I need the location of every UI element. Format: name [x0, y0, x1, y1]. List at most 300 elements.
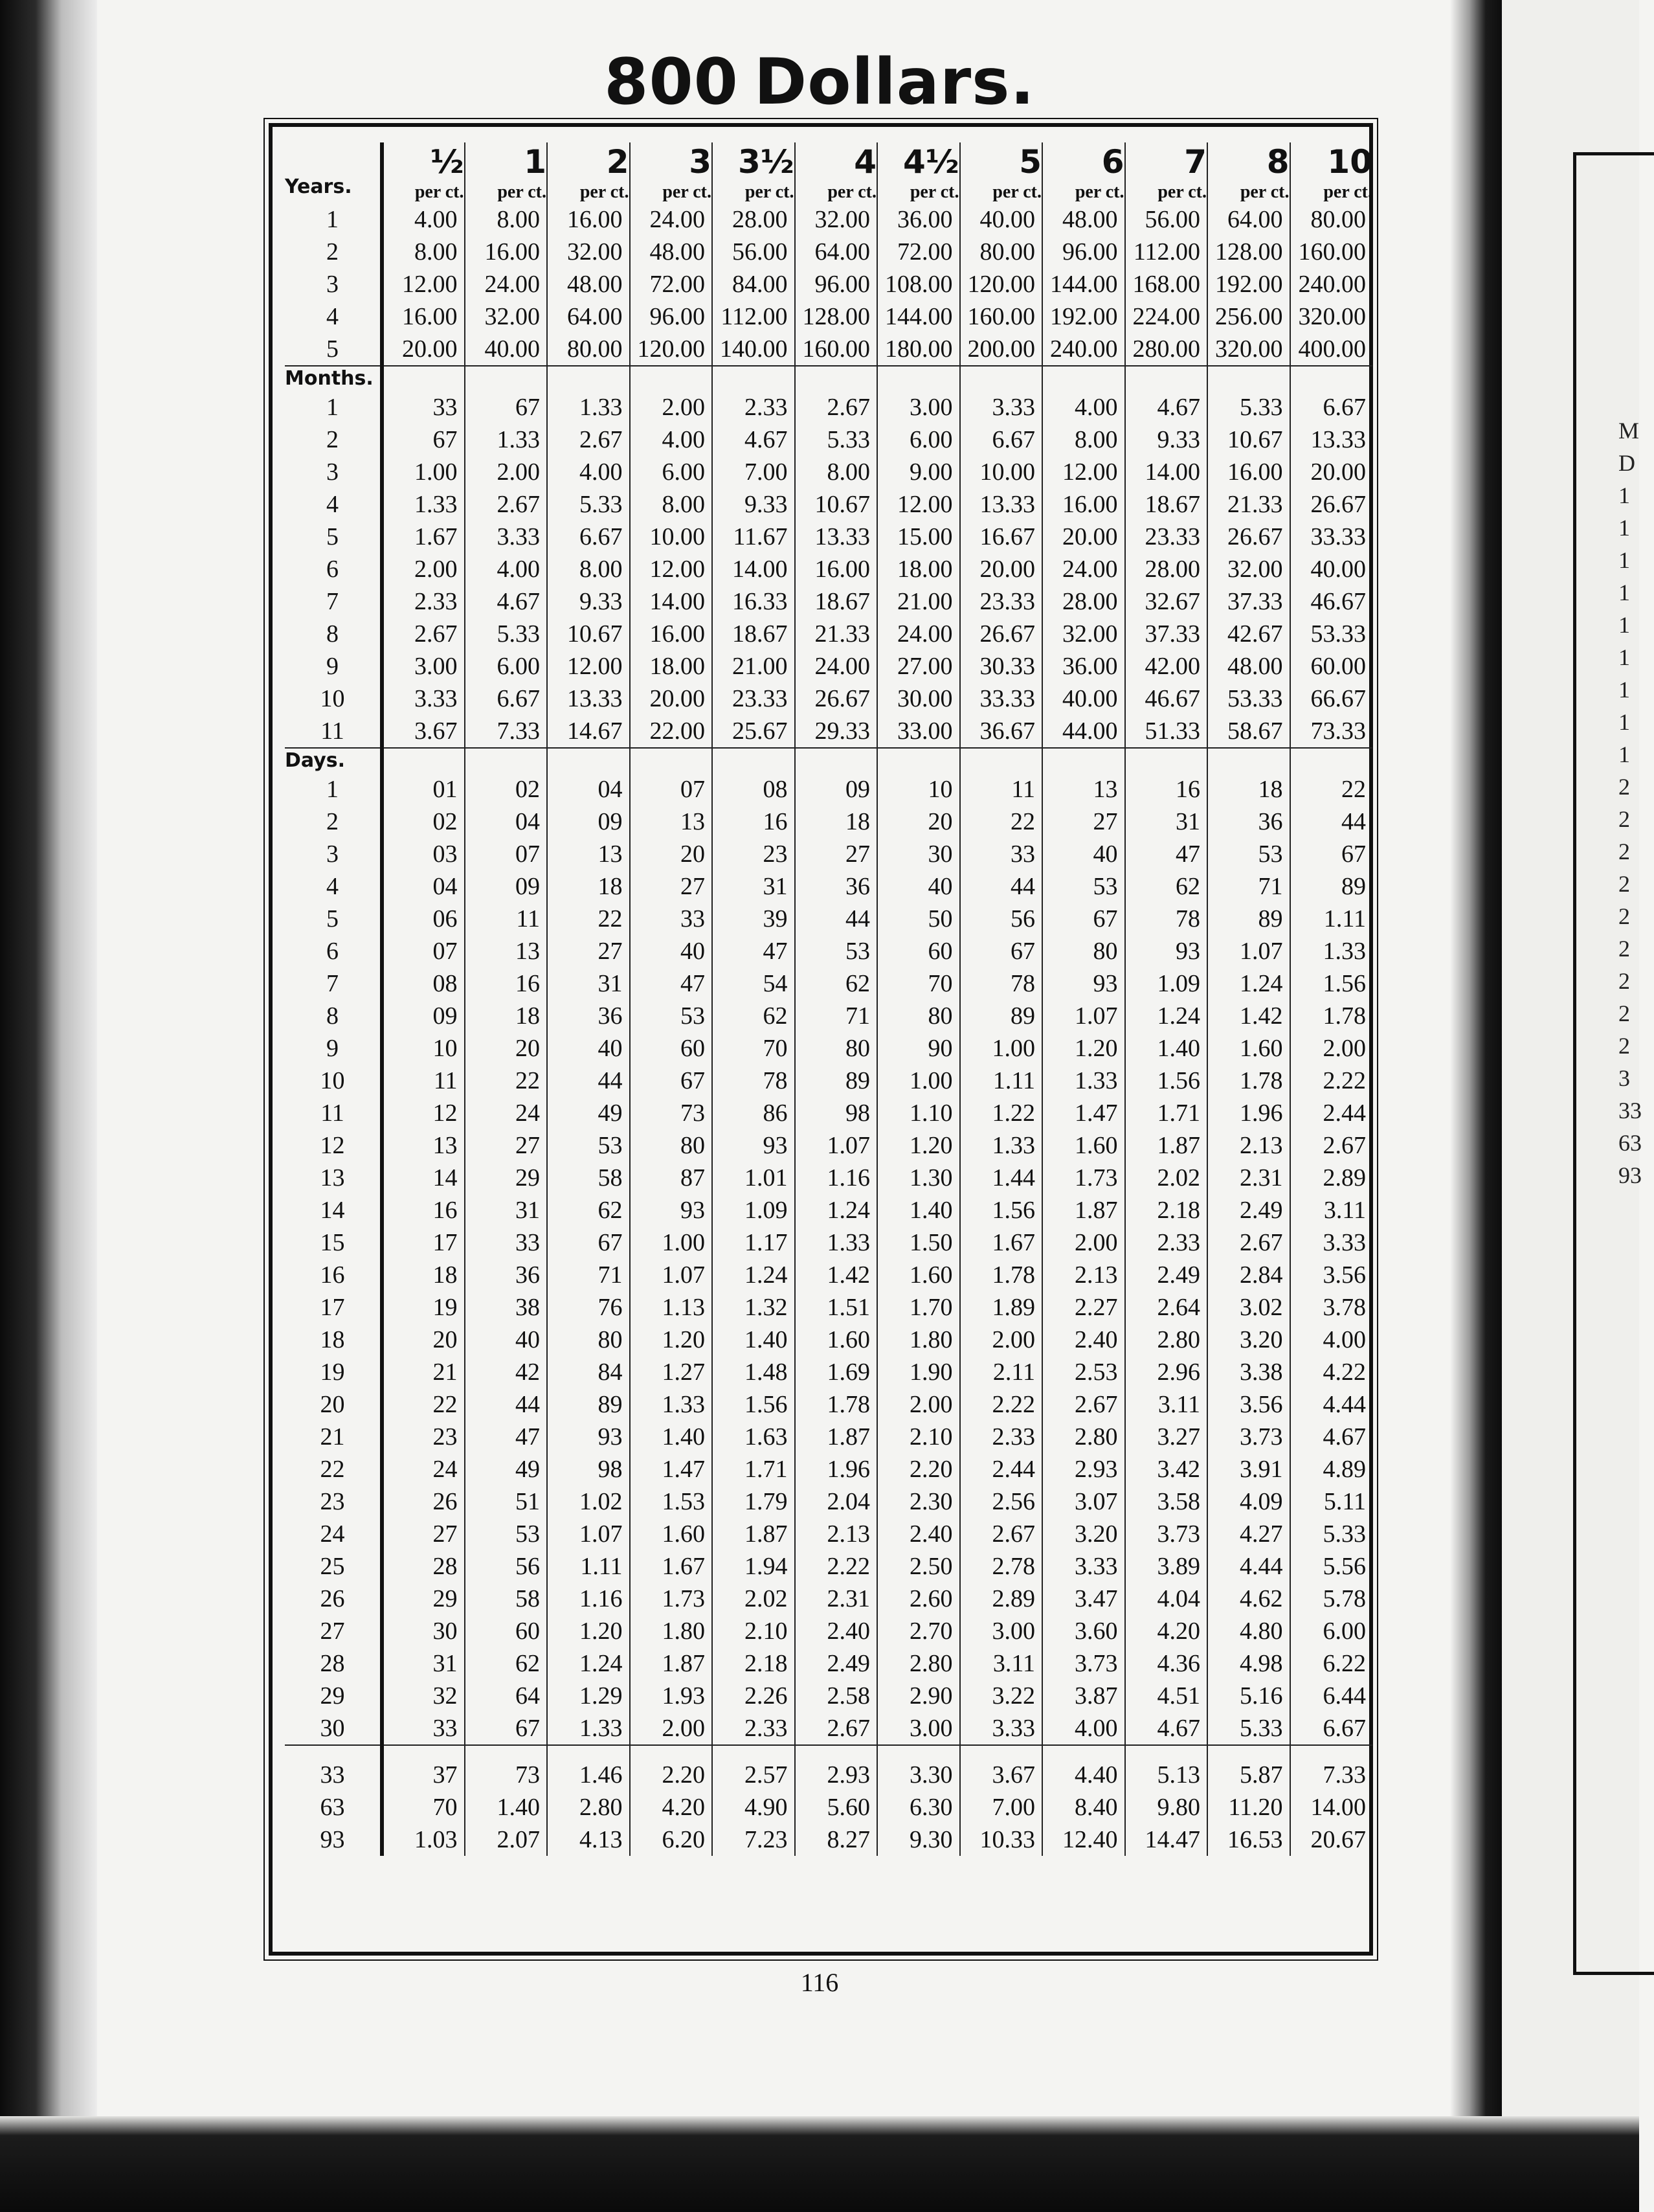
value-cell: 10.33 [960, 1823, 1043, 1856]
value-cell: 5.33 [465, 618, 548, 650]
value-cell: 1.33 [382, 488, 465, 521]
section-title: Months. [285, 366, 382, 391]
value-cell: 1.44 [960, 1162, 1043, 1194]
value-cell: 3.33 [960, 391, 1043, 423]
table-row [285, 1518, 1372, 1550]
value-cell: 58 [547, 1162, 630, 1194]
value-cell: 1.80 [877, 1324, 960, 1356]
value-cell: 23 [712, 838, 795, 870]
value-cell: 2.22 [1290, 1065, 1373, 1097]
value-cell: 16.00 [547, 203, 630, 236]
value-cell: 2.89 [1290, 1162, 1373, 1194]
table-row [285, 203, 1372, 236]
value-cell: 1.00 [630, 1226, 713, 1259]
value-cell: 1.63 [712, 1421, 795, 1453]
value-cell: 2.90 [877, 1680, 960, 1712]
value-cell: 2.80 [877, 1647, 960, 1680]
value-cell: 72.00 [630, 268, 713, 300]
value-cell: 30 [382, 1615, 465, 1647]
value-cell: 1.42 [1207, 1000, 1290, 1032]
value-cell: 1.33 [630, 1388, 713, 1421]
table-row [285, 236, 1372, 268]
value-cell: 14 [382, 1162, 465, 1194]
value-cell: 1.33 [1290, 935, 1373, 967]
value-cell: 44.00 [1042, 715, 1125, 748]
value-cell: 1.67 [382, 521, 465, 553]
value-cell: 39 [712, 903, 795, 935]
value-cell: 5.13 [1125, 1759, 1208, 1791]
value-cell: 67 [547, 1226, 630, 1259]
value-cell: 2.67 [1042, 1388, 1125, 1421]
value-cell: 3.33 [382, 683, 465, 715]
row-label: 8 [326, 620, 339, 648]
value-cell: 16 [712, 806, 795, 838]
value-cell: 2.67 [1207, 1226, 1290, 1259]
value-cell: 3.73 [1125, 1518, 1208, 1550]
value-cell: 14.00 [1125, 456, 1208, 488]
value-cell: 2.22 [795, 1550, 878, 1583]
value-cell: 37.33 [1125, 618, 1208, 650]
row-label: 11 [320, 717, 344, 745]
empty-cell [630, 366, 713, 391]
value-cell: 9.00 [877, 456, 960, 488]
facing-page-fragment: 1 [1618, 547, 1630, 573]
rate-unit: per ct. [744, 182, 794, 202]
value-cell: 36 [547, 1000, 630, 1032]
spacer-row [285, 1745, 1372, 1759]
section-title-row [285, 748, 1372, 773]
empty-cell [1042, 748, 1125, 773]
value-cell: 1.17 [712, 1226, 795, 1259]
value-cell: 25.67 [712, 715, 795, 748]
rate-value: 3½ [737, 143, 794, 181]
value-cell: 96.00 [1042, 236, 1125, 268]
value-cell: 53 [1042, 870, 1125, 903]
value-cell: 1.60 [1042, 1129, 1125, 1162]
value-cell: 1.40 [465, 1791, 548, 1823]
value-cell: 53 [795, 935, 878, 967]
table-row [285, 585, 1372, 618]
value-cell: 5.33 [1207, 1712, 1290, 1745]
value-cell: 2.67 [465, 488, 548, 521]
rate-value: 3 [689, 143, 711, 181]
value-cell: 27 [465, 1129, 548, 1162]
value-cell: 4.67 [1125, 1712, 1208, 1745]
empty-cell [1042, 366, 1125, 391]
value-cell: 3.00 [877, 391, 960, 423]
value-cell: 40.00 [960, 203, 1043, 236]
value-cell: 11 [960, 773, 1043, 806]
value-cell: 33 [382, 1712, 465, 1745]
value-cell: 38 [465, 1291, 548, 1324]
rate-unit: per ct. [1075, 182, 1124, 202]
value-cell: 1.24 [547, 1647, 630, 1680]
rate-unit: per ct. [497, 182, 546, 202]
row-label: 6 [326, 938, 339, 965]
value-cell: 4.62 [1207, 1583, 1290, 1615]
value-cell: 31 [547, 967, 630, 1000]
table-row [285, 650, 1372, 683]
value-cell: 60 [630, 1032, 713, 1065]
value-cell: 44 [1290, 806, 1373, 838]
value-cell: 2.00 [877, 1388, 960, 1421]
rate-value: 4 [854, 143, 877, 181]
row-label: 19 [320, 1359, 345, 1386]
value-cell: 40 [1042, 838, 1125, 870]
value-cell: 1.56 [1125, 1065, 1208, 1097]
value-cell: 4.36 [1125, 1647, 1208, 1680]
value-cell: 5.56 [1290, 1550, 1373, 1583]
rate-unit: per ct. [992, 182, 1042, 202]
value-cell: 44 [465, 1388, 548, 1421]
table-row [285, 935, 1372, 967]
value-cell: 1.33 [960, 1129, 1043, 1162]
value-cell: 2.00 [1290, 1032, 1373, 1065]
value-cell: 04 [382, 870, 465, 903]
value-cell: 1.87 [1125, 1129, 1208, 1162]
table-row [285, 456, 1372, 488]
value-cell: 3.73 [1042, 1647, 1125, 1680]
value-cell: 53 [630, 1000, 713, 1032]
row-label: 27 [320, 1618, 345, 1645]
value-cell: 31 [382, 1647, 465, 1680]
value-cell: 13 [630, 806, 713, 838]
value-cell: 18 [382, 1259, 465, 1291]
value-cell: 3.11 [960, 1647, 1043, 1680]
value-cell: 40.00 [1042, 683, 1125, 715]
row-label: 20 [320, 1391, 345, 1418]
value-cell: 4.09 [1207, 1485, 1290, 1518]
table-row [285, 1194, 1372, 1226]
table-row [285, 838, 1372, 870]
value-cell: 66.67 [1290, 683, 1373, 715]
empty-cell [960, 748, 1043, 773]
value-cell: 10.67 [1207, 423, 1290, 456]
value-cell: 33.00 [877, 715, 960, 748]
value-cell: 1.07 [630, 1259, 713, 1291]
value-cell: 60.00 [1290, 650, 1373, 683]
empty-cell [712, 1745, 795, 1759]
value-cell: 6.30 [877, 1791, 960, 1823]
value-cell: 2.00 [382, 553, 465, 585]
value-cell: 33 [960, 838, 1043, 870]
value-cell: 1.07 [1042, 1000, 1125, 1032]
value-cell: 02 [465, 773, 548, 806]
value-cell: 16.00 [465, 236, 548, 268]
value-cell: 2.44 [1290, 1097, 1373, 1129]
value-cell: 21.33 [1207, 488, 1290, 521]
value-cell: 140.00 [712, 333, 795, 366]
empty-cell [285, 1745, 382, 1759]
facing-page-fragment: 2 [1618, 903, 1630, 929]
value-cell: 32.00 [795, 203, 878, 236]
value-cell: 1.24 [795, 1194, 878, 1226]
value-cell: 24.00 [1042, 553, 1125, 585]
value-cell: 62 [547, 1194, 630, 1226]
empty-cell [630, 748, 713, 773]
table-row [285, 423, 1372, 456]
row-label: 3 [326, 458, 339, 486]
value-cell: 4.44 [1207, 1550, 1290, 1583]
value-cell: 58.67 [1207, 715, 1290, 748]
facing-page-table-border [1573, 152, 1654, 1975]
value-cell: 2.58 [795, 1680, 878, 1712]
rate-value: 5 [1019, 143, 1042, 181]
value-cell: 120.00 [630, 333, 713, 366]
value-cell: 67 [1042, 903, 1125, 935]
facing-page-fragment: 3 [1618, 1065, 1630, 1091]
value-cell: 1.01 [712, 1162, 795, 1194]
value-cell: 20 [382, 1324, 465, 1356]
value-cell: 14.00 [630, 585, 713, 618]
row-label: 9 [326, 653, 339, 680]
value-cell: 6.67 [547, 521, 630, 553]
value-cell: 160.00 [960, 300, 1043, 333]
value-cell: 33.33 [960, 683, 1043, 715]
value-cell: 3.27 [1125, 1421, 1208, 1453]
rate-header [1125, 142, 1208, 203]
empty-cell [712, 366, 795, 391]
value-cell: 4.67 [465, 585, 548, 618]
row-label: 2 [326, 238, 339, 265]
rate-unit: per ct. [1323, 182, 1372, 202]
value-cell: 24 [465, 1097, 548, 1129]
value-cell: 144.00 [1042, 268, 1125, 300]
value-cell: 2.00 [630, 1712, 713, 1745]
value-cell: 112.00 [1125, 236, 1208, 268]
value-cell: 3.33 [1290, 1226, 1373, 1259]
value-cell: 2.13 [1042, 1259, 1125, 1291]
table-row [285, 1097, 1372, 1129]
row-label: 5 [326, 335, 339, 363]
value-cell: 6.00 [465, 650, 548, 683]
value-cell: 40 [465, 1324, 548, 1356]
facing-page-fragment: 2 [1618, 1033, 1630, 1059]
value-cell: 09 [547, 806, 630, 838]
value-cell: 26.67 [1207, 521, 1290, 553]
value-cell: 2.02 [712, 1583, 795, 1615]
value-cell: 40 [877, 870, 960, 903]
value-cell: 5.33 [1290, 1518, 1373, 1550]
value-cell: 6.67 [465, 683, 548, 715]
table-row [285, 967, 1372, 1000]
value-cell: 1.03 [382, 1823, 465, 1856]
value-cell: 2.00 [1042, 1226, 1125, 1259]
value-cell: 29 [465, 1162, 548, 1194]
value-cell: 93 [630, 1194, 713, 1226]
value-cell: 4.90 [712, 1791, 795, 1823]
value-cell: 27.00 [877, 650, 960, 683]
value-cell: 1.29 [547, 1680, 630, 1712]
value-cell: 93 [547, 1421, 630, 1453]
value-cell: 78 [1125, 903, 1208, 935]
value-cell: 2.33 [960, 1421, 1043, 1453]
value-cell: 1.20 [877, 1129, 960, 1162]
value-cell: 128.00 [795, 300, 878, 333]
rate-value: 1 [524, 143, 546, 181]
value-cell: 3.30 [877, 1759, 960, 1791]
value-cell: 12 [382, 1097, 465, 1129]
value-cell: 1.40 [877, 1194, 960, 1226]
value-cell: 80 [547, 1324, 630, 1356]
value-cell: 24.00 [465, 268, 548, 300]
value-cell: 19 [382, 1291, 465, 1324]
value-cell: 7.00 [712, 456, 795, 488]
value-cell: 16.67 [960, 521, 1043, 553]
value-cell: 192.00 [1042, 300, 1125, 333]
value-cell: 30.33 [960, 650, 1043, 683]
value-cell: 18 [465, 1000, 548, 1032]
value-cell: 12.00 [1042, 456, 1125, 488]
value-cell: 2.56 [960, 1485, 1043, 1518]
value-cell: 73.33 [1290, 715, 1373, 748]
value-cell: 6.22 [1290, 1647, 1373, 1680]
value-cell: 32.00 [1207, 553, 1290, 585]
value-cell: 23.33 [960, 585, 1043, 618]
value-cell: 108.00 [877, 268, 960, 300]
empty-cell [1125, 1745, 1208, 1759]
value-cell: 3.20 [1207, 1324, 1290, 1356]
value-cell: 13 [1042, 773, 1125, 806]
value-cell: 18.00 [877, 553, 960, 585]
table-row [285, 333, 1372, 366]
value-cell: 12.00 [630, 553, 713, 585]
value-cell: 144.00 [877, 300, 960, 333]
table-row [285, 1712, 1372, 1745]
value-cell: 4.13 [547, 1823, 630, 1856]
value-cell: 9.33 [547, 585, 630, 618]
table-row [285, 300, 1372, 333]
value-cell: 64.00 [795, 236, 878, 268]
value-cell: 53 [465, 1518, 548, 1550]
value-cell: 1.07 [547, 1518, 630, 1550]
page-gutter-shadow [1450, 0, 1502, 2212]
value-cell: 30.00 [877, 683, 960, 715]
value-cell: 2.30 [877, 1485, 960, 1518]
row-label: 21 [320, 1423, 345, 1450]
value-cell: 1.40 [712, 1324, 795, 1356]
value-cell: 2.02 [1125, 1162, 1208, 1194]
table-row [285, 488, 1372, 521]
value-cell: 4.27 [1207, 1518, 1290, 1550]
value-cell: 53 [1207, 838, 1290, 870]
value-cell: 16.33 [712, 585, 795, 618]
value-cell: 16 [382, 1194, 465, 1226]
value-cell: 04 [465, 806, 548, 838]
value-cell: 28 [382, 1550, 465, 1583]
value-cell: 1.47 [630, 1453, 713, 1485]
value-cell: 56 [465, 1550, 548, 1583]
empty-cell [712, 748, 795, 773]
value-cell: 98 [795, 1097, 878, 1129]
value-cell: 33 [630, 903, 713, 935]
value-cell: 2.20 [877, 1453, 960, 1485]
value-cell: 46.67 [1125, 683, 1208, 715]
value-cell: 5.87 [1207, 1759, 1290, 1791]
value-cell: 54 [712, 967, 795, 1000]
value-cell: 96.00 [795, 268, 878, 300]
value-cell: 1.33 [1042, 1065, 1125, 1097]
value-cell: 47 [1125, 838, 1208, 870]
value-cell: 3.67 [960, 1759, 1043, 1791]
value-cell: 2.53 [1042, 1356, 1125, 1388]
value-cell: 53.33 [1290, 618, 1373, 650]
table-row [285, 1129, 1372, 1162]
table-row [285, 1291, 1372, 1324]
value-cell: 4.00 [1042, 391, 1125, 423]
table-row [285, 1259, 1372, 1291]
value-cell: 21.00 [877, 585, 960, 618]
value-cell: 90 [877, 1032, 960, 1065]
value-cell: 1.56 [1290, 967, 1373, 1000]
value-cell: 2.50 [877, 1550, 960, 1583]
value-cell: 42 [465, 1356, 548, 1388]
empty-cell [795, 366, 878, 391]
value-cell: 70 [712, 1032, 795, 1065]
value-cell: 70 [382, 1791, 465, 1823]
value-cell: 3.22 [960, 1680, 1043, 1712]
value-cell: 4.00 [547, 456, 630, 488]
book-spine-shadow [0, 0, 97, 2212]
value-cell: 36.00 [877, 203, 960, 236]
value-cell: 1.24 [1207, 967, 1290, 1000]
value-cell: 3.33 [960, 1712, 1043, 1745]
value-cell: 2.96 [1125, 1356, 1208, 1388]
value-cell: 3.56 [1290, 1259, 1373, 1291]
value-cell: 20.67 [1290, 1823, 1373, 1856]
value-cell: 1.20 [630, 1324, 713, 1356]
value-cell: 89 [1207, 903, 1290, 935]
value-cell: 2.00 [630, 391, 713, 423]
value-cell: 8.40 [1042, 1791, 1125, 1823]
value-cell: 03 [382, 838, 465, 870]
value-cell: 80 [877, 1000, 960, 1032]
value-cell: 112.00 [712, 300, 795, 333]
value-cell: 16.00 [382, 300, 465, 333]
value-cell: 12.40 [1042, 1823, 1125, 1856]
value-cell: 1.10 [877, 1097, 960, 1129]
table-row [285, 1388, 1372, 1421]
value-cell: 1.78 [960, 1259, 1043, 1291]
value-cell: 1.40 [1125, 1032, 1208, 1065]
value-cell: 62 [1125, 870, 1208, 903]
value-cell: 78 [960, 967, 1043, 1000]
value-cell: 4.80 [1207, 1615, 1290, 1647]
value-cell: 3.67 [382, 715, 465, 748]
value-cell: 67 [630, 1065, 713, 1097]
value-cell: 3.11 [1290, 1194, 1373, 1226]
value-cell: 4.89 [1290, 1453, 1373, 1485]
value-cell: 20.00 [1042, 521, 1125, 553]
row-label: 4 [326, 303, 339, 330]
scan-bottom-shadow [0, 2116, 1639, 2212]
rate-value: 6 [1101, 143, 1124, 181]
value-cell: 13.33 [1290, 423, 1373, 456]
rate-value: 7 [1184, 143, 1207, 181]
value-cell: 11 [382, 1065, 465, 1097]
value-cell: 16.00 [1207, 456, 1290, 488]
years-header: Years. [285, 175, 352, 198]
facing-page-fragment: 2 [1618, 968, 1630, 994]
facing-page-fragment: 1 [1618, 677, 1630, 703]
value-cell: 48.00 [1042, 203, 1125, 236]
facing-page-fragment: 63 [1618, 1130, 1642, 1156]
value-cell: 24.00 [630, 203, 713, 236]
value-cell: 09 [795, 773, 878, 806]
value-cell: 5.33 [547, 488, 630, 521]
value-cell: 1.89 [960, 1291, 1043, 1324]
value-cell: 5.60 [795, 1791, 878, 1823]
